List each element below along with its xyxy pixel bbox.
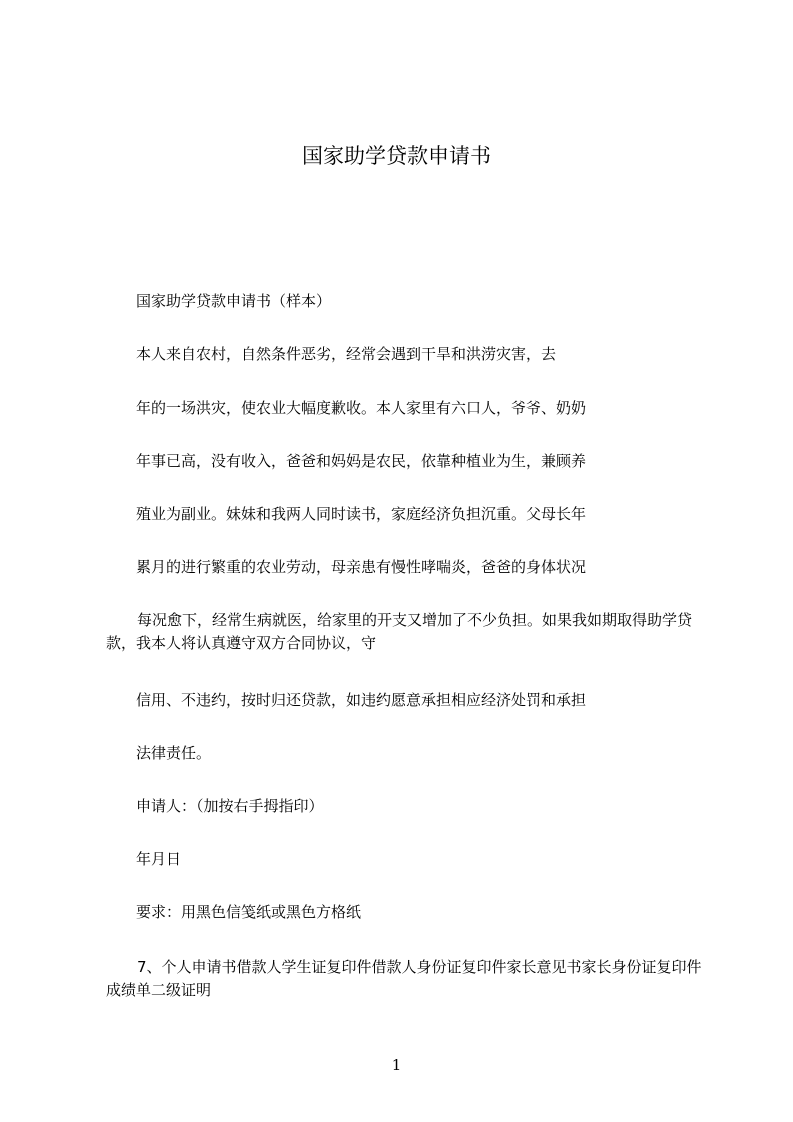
paragraph-line: 年的一场洪灾，使农业大幅度歉收。本人家里有六口人，爷爷、奶奶: [136, 399, 587, 417]
paragraph-line: 信用、不违约，按时归还贷款，如违约愿意承担相应经济处罚和承担: [136, 691, 587, 709]
date-line: 年月日: [136, 850, 182, 868]
page-number: 1: [391, 1056, 402, 1074]
paragraph-line: 本人来自农村，自然条件恶劣，经常会遇到干旱和洪涝灾害，去: [136, 345, 557, 363]
materials-list: 7、个人申请书借款人学生证复印件借款人身份证复印件家长意见书家长身份证复印件成绩单二级证明: [106, 958, 702, 999]
paragraph-line: 国家助学贷款申请书（样本）: [136, 292, 332, 310]
paragraph-line: 法律责任。: [136, 744, 212, 762]
paragraph-line: 年事已高，没有收入，爸爸和妈妈是农民，依靠种植业为生，兼顾养: [136, 452, 587, 470]
document-title: 国家助学贷款申请书: [302, 144, 491, 168]
requirement-line: 要求：用黑色信笺纸或黑色方格纸: [136, 903, 362, 921]
applicant-line: 申请人：（加按右手拇指印）: [136, 797, 324, 815]
paragraph-line: 累月的进行繁重的农业劳动，母亲患有慢性哮喘炎，爸爸的身体状况: [136, 558, 587, 576]
paragraph-wrapped: 每况愈下，经常生病就医，给家里的开支又增加了不少负担。如果我如期取得助学贷款，我本人将认真遵守双方合同协议，守: [106, 611, 693, 652]
paragraph-line: 殖业为副业。妹妹和我两人同时读书，家庭经济负担沉重。父母长年: [136, 505, 587, 523]
